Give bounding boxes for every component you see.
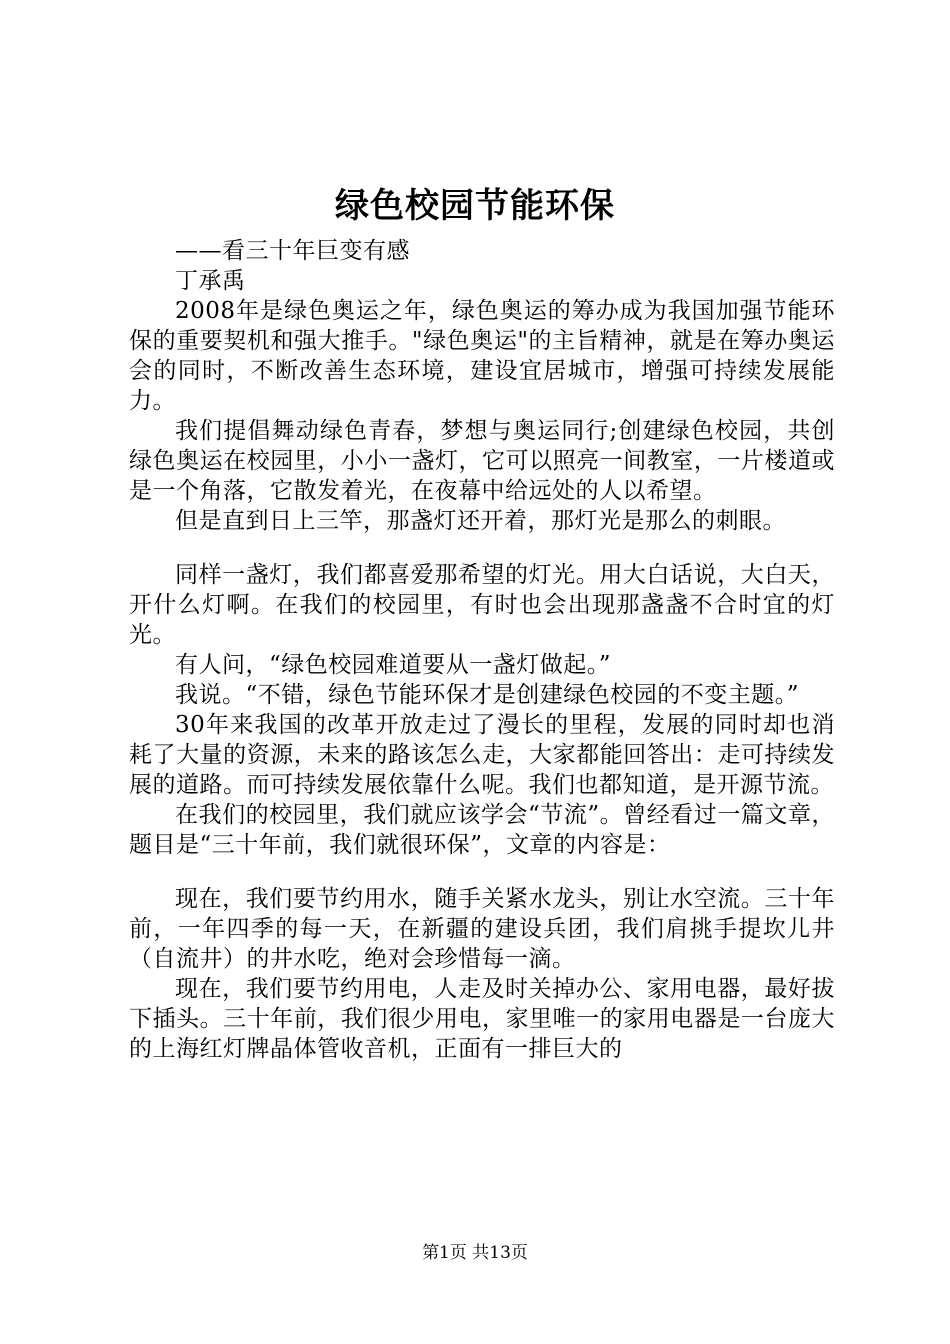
document-title: 绿色校园节能环保 bbox=[335, 186, 615, 226]
paragraph-9: 现在，我们要节约用水，随手关紧水龙头，别让水空流。三十年前，一年四季的每一天，在新疆的建设兵团，我们肩挑手提坎儿井（自流井）的井水吃，绝对会珍惜每一滴。 bbox=[129, 886, 835, 972]
author: 丁承禹 bbox=[175, 268, 246, 294]
document-body bbox=[129, 236, 835, 1064]
paragraph-8: 在我们的校园里，我们就应该学会“节流”。曾经看过一篇文章，题目是“三十年前，我们就很环保”，文章的内容是： bbox=[129, 802, 835, 858]
paragraph-6: 我说。“不错，绿色节能环保才是创建绿色校园的不变主题。” bbox=[175, 682, 800, 708]
paragraph-4: 同样一盏灯，我们都喜爱那希望的灯光。用大白话说，大白天，开什么灯啊。在我们的校园里，有时也会出现那盏盏不合时宜的灯光。 bbox=[129, 562, 835, 648]
paragraph-7: 30年来我国的改革开放走过了漫长的里程，发展的同时却也消耗了大量的资源，未来的路该怎么走，大家都能回答出：走可持续发展的道路。而可持续发展依靠什么呢。我们也都知道，是开源节流。 bbox=[129, 712, 835, 798]
paragraph-1: 2008年是绿色奥运之年，绿色奥运的筹办成为我国加强节能环保的重要契机和强大推手。"绿色奥运"的主旨精神，就是在筹办奥运会的同时，不断改善生态环境，建设宜居城市，增强可持续发展能力。 bbox=[129, 298, 835, 414]
subtitle: ——看三十年巨变有感 bbox=[175, 238, 410, 264]
page-footer: 第1页 共13页 bbox=[422, 1243, 528, 1263]
paragraph-3: 但是直到日上三竿，那盏灯还开着，那灯光是那么的刺眼。 bbox=[175, 508, 786, 534]
paragraph-5: 有人问，“绿色校园难道要从一盏灯做起。” bbox=[175, 652, 612, 678]
paragraph-10: 现在，我们要节约用电，人走及时关掉办公、家用电器，最好拔下插头。三十年前，我们很少用电，家里唯一的家用电器是一台庞大的上海红灯牌晶体管收音机，正面有一排巨大的 bbox=[129, 976, 835, 1062]
paragraph-2: 我们提倡舞动绿色青春，梦想与奥运同行;创建绿色校园，共创绿色奥运在校园里，小小一盏灯，它可以照亮一间教室，一片楼道或是一个角落，它散发着光，在夜幕中给远处的人以希望。 bbox=[129, 418, 835, 504]
